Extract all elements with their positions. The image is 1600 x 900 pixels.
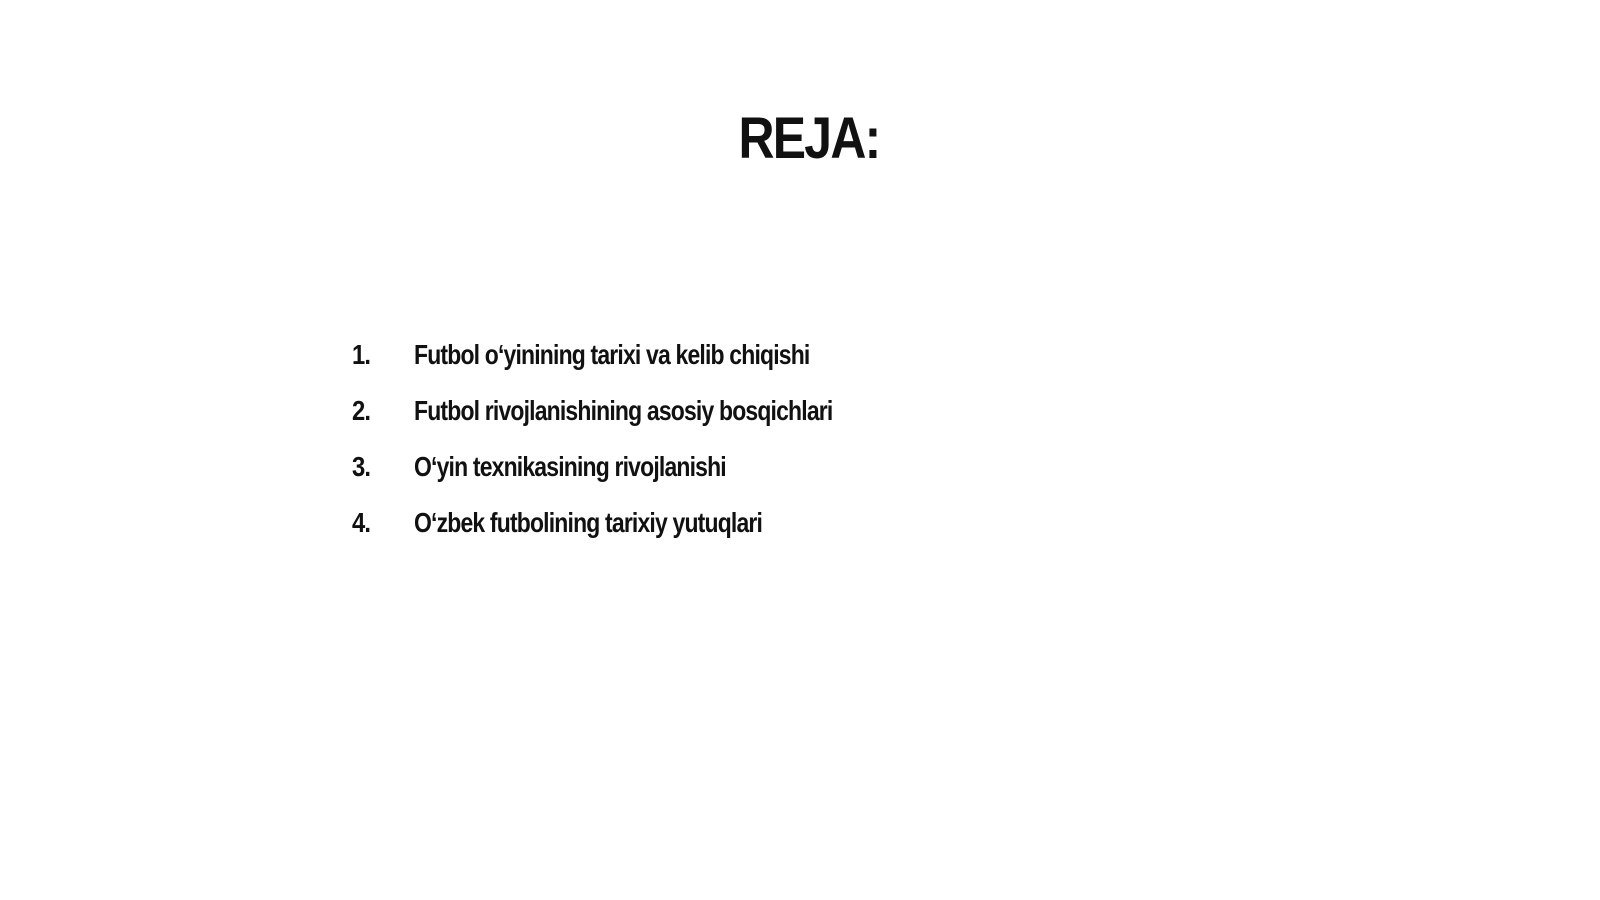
list-item: [352, 495, 924, 551]
slide-title: REJA:: [738, 106, 880, 171]
list-item-number: 3.: [352, 451, 371, 482]
list-item: [352, 383, 924, 439]
list-item-number: 1.: [352, 339, 371, 370]
list-item-text: O‘zbek futbolining tarixiy yutuqlari: [414, 507, 763, 538]
list-item-text: Futbol rivojlanishining asosiy bosqichlari: [414, 395, 833, 426]
list-item-number: 2.: [352, 395, 371, 426]
list-item: [352, 327, 924, 383]
plan-list: [352, 327, 924, 551]
list-item-text: O‘yin texnikasining rivojlanishi: [414, 451, 726, 482]
list-item: [352, 439, 924, 495]
list-item-text: Futbol o‘yinining tarixi va kelib chiqishi: [414, 339, 810, 370]
list-item-number: 4.: [352, 507, 371, 538]
